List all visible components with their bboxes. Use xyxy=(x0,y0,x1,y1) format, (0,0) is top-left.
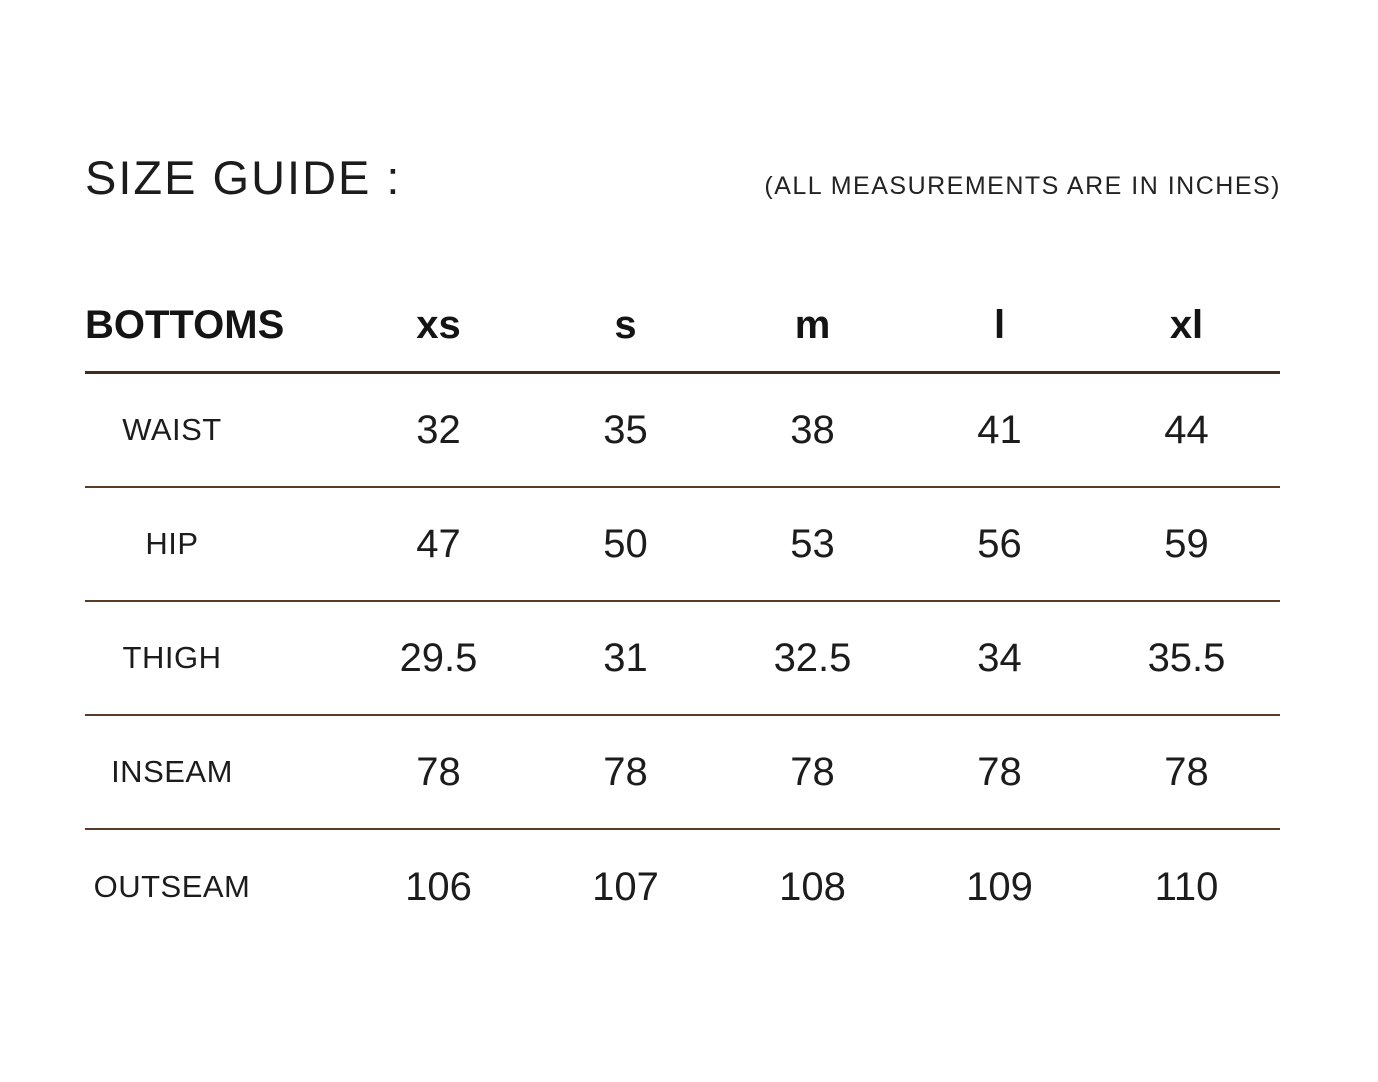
column-header-xs: xs xyxy=(416,303,461,347)
cell-value: 32.5 xyxy=(773,635,852,680)
cell-value: 56 xyxy=(977,521,1022,566)
table-row-waist xyxy=(85,374,1280,488)
cell-value: 78 xyxy=(416,749,461,794)
cell-value: 50 xyxy=(603,521,648,566)
cell-value: 47 xyxy=(416,521,461,566)
cell-value: 78 xyxy=(790,749,835,794)
cell-value: 44 xyxy=(1164,407,1209,452)
cell-value: 32 xyxy=(416,407,461,452)
cell-value: 38 xyxy=(790,407,835,452)
cell-value: 41 xyxy=(977,407,1022,452)
column-header-s: s xyxy=(614,303,637,347)
page-title: SIZE GUIDE : xyxy=(85,151,402,204)
cell-value: 35.5 xyxy=(1147,635,1226,680)
cell-value: 59 xyxy=(1164,521,1209,566)
cell-value: 78 xyxy=(1164,749,1209,794)
size-table xyxy=(85,280,1280,944)
cell-value: 35 xyxy=(603,407,648,452)
table-row-inseam xyxy=(85,716,1280,830)
cell-value: 108 xyxy=(779,864,846,909)
row-label: HIP xyxy=(145,526,199,561)
title-row xyxy=(85,150,1281,205)
cell-value: 78 xyxy=(977,749,1022,794)
column-header-xl: xl xyxy=(1169,303,1204,347)
cell-value: 78 xyxy=(603,749,648,794)
column-header-category: BOTTOMS xyxy=(85,303,285,347)
column-header-m: m xyxy=(794,303,831,347)
table-row-outseam xyxy=(85,830,1280,944)
cell-value: 53 xyxy=(790,521,835,566)
table-row-thigh xyxy=(85,602,1280,716)
table-row-hip xyxy=(85,488,1280,602)
column-header-l: l xyxy=(993,303,1006,347)
row-label: OUTSEAM xyxy=(93,869,251,904)
cell-value: 29.5 xyxy=(399,635,478,680)
row-label: INSEAM xyxy=(111,754,233,789)
cell-value: 110 xyxy=(1154,864,1219,909)
cell-value: 31 xyxy=(603,635,648,680)
measurement-unit-note: (ALL MEASUREMENTS ARE IN INCHES) xyxy=(764,172,1281,200)
row-label: WAIST xyxy=(122,412,222,447)
table-header-row xyxy=(85,280,1280,374)
cell-value: 106 xyxy=(405,864,472,909)
cell-value: 34 xyxy=(977,635,1022,680)
row-label: THIGH xyxy=(122,640,222,675)
cell-value: 109 xyxy=(966,864,1033,909)
cell-value: 107 xyxy=(592,864,659,909)
